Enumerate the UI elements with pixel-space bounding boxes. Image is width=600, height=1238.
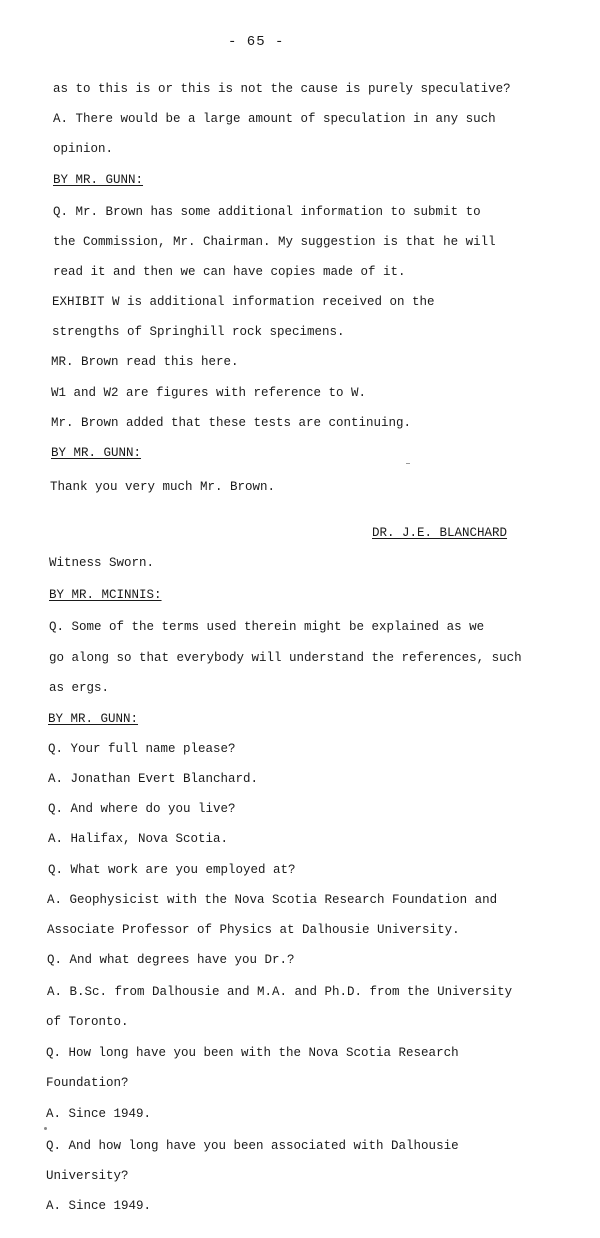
speaker-heading: BY MR. GUNN: [48,712,139,726]
text-line: A. Jonathan Evert Blanchard. [48,772,259,786]
text-line: Q. What work are you employed at? [48,863,296,877]
text-line: as to this is or this is not the cause is purely speculative? [53,82,511,96]
text-line: Q. And what degrees have you Dr.? [47,953,295,967]
text-line: A. Geophysicist with the Nova Scotia Research Foundation and [47,893,498,907]
page-number: - 65 - [228,34,285,50]
text-line: Mr. Brown added that these tests are continuing. [51,416,412,430]
text-line: Thank you very much Mr. Brown. [50,480,276,494]
text-line: Q. And where do you live? [48,802,236,816]
text-line: Q. And how long have you been associated with Dalhousie [46,1139,459,1153]
text-line: opinion. [53,142,114,156]
speaker-heading: BY MR. GUNN: [51,446,142,460]
text-line: strengths of Springhill rock specimens. [52,325,345,339]
text-line: A. B.Sc. from Dalhousie and M.A. and Ph.D. from the University [47,985,513,999]
text-line: Witness Sworn. [49,556,155,570]
witness-heading: DR. J.E. BLANCHARD [372,526,508,540]
speaker-heading: BY MR. MCINNIS: [49,588,162,602]
stray-mark [406,463,410,464]
text-line: EXHIBIT W is additional information received on the [52,295,435,309]
text-line: Q. Some of the terms used therein might be explained as we [49,620,485,634]
text-line: read it and then we can have copies made of it. [53,265,406,279]
text-line: as ergs. [49,681,110,695]
text-line: MR. Brown read this here. [51,355,239,369]
text-line: go along so that everybody will understand the references, such [49,651,522,665]
text-line: Associate Professor of Physics at Dalhousie University. [47,923,460,937]
text-line: Foundation? [46,1076,129,1090]
text-line: A. There would be a large amount of speculation in any such [53,112,496,126]
text-line: University? [46,1169,129,1183]
text-line: Q. Your full name please? [48,742,236,756]
speaker-heading: BY MR. GUNN: [53,173,144,187]
text-line: A. Since 1949. [46,1199,152,1213]
text-line: A. Since 1949. [46,1107,152,1121]
stray-dot [44,1127,47,1130]
text-line: the Commission, Mr. Chairman. My suggestion is that he will [53,235,496,249]
text-line: of Toronto. [46,1015,129,1029]
text-line: A. Halifax, Nova Scotia. [48,832,229,846]
text-line: W1 and W2 are figures with reference to W. [51,386,367,400]
text-line: Q. Mr. Brown has some additional information to submit to [53,205,481,219]
text-line: Q. How long have you been with the Nova Scotia Research [46,1046,459,1060]
